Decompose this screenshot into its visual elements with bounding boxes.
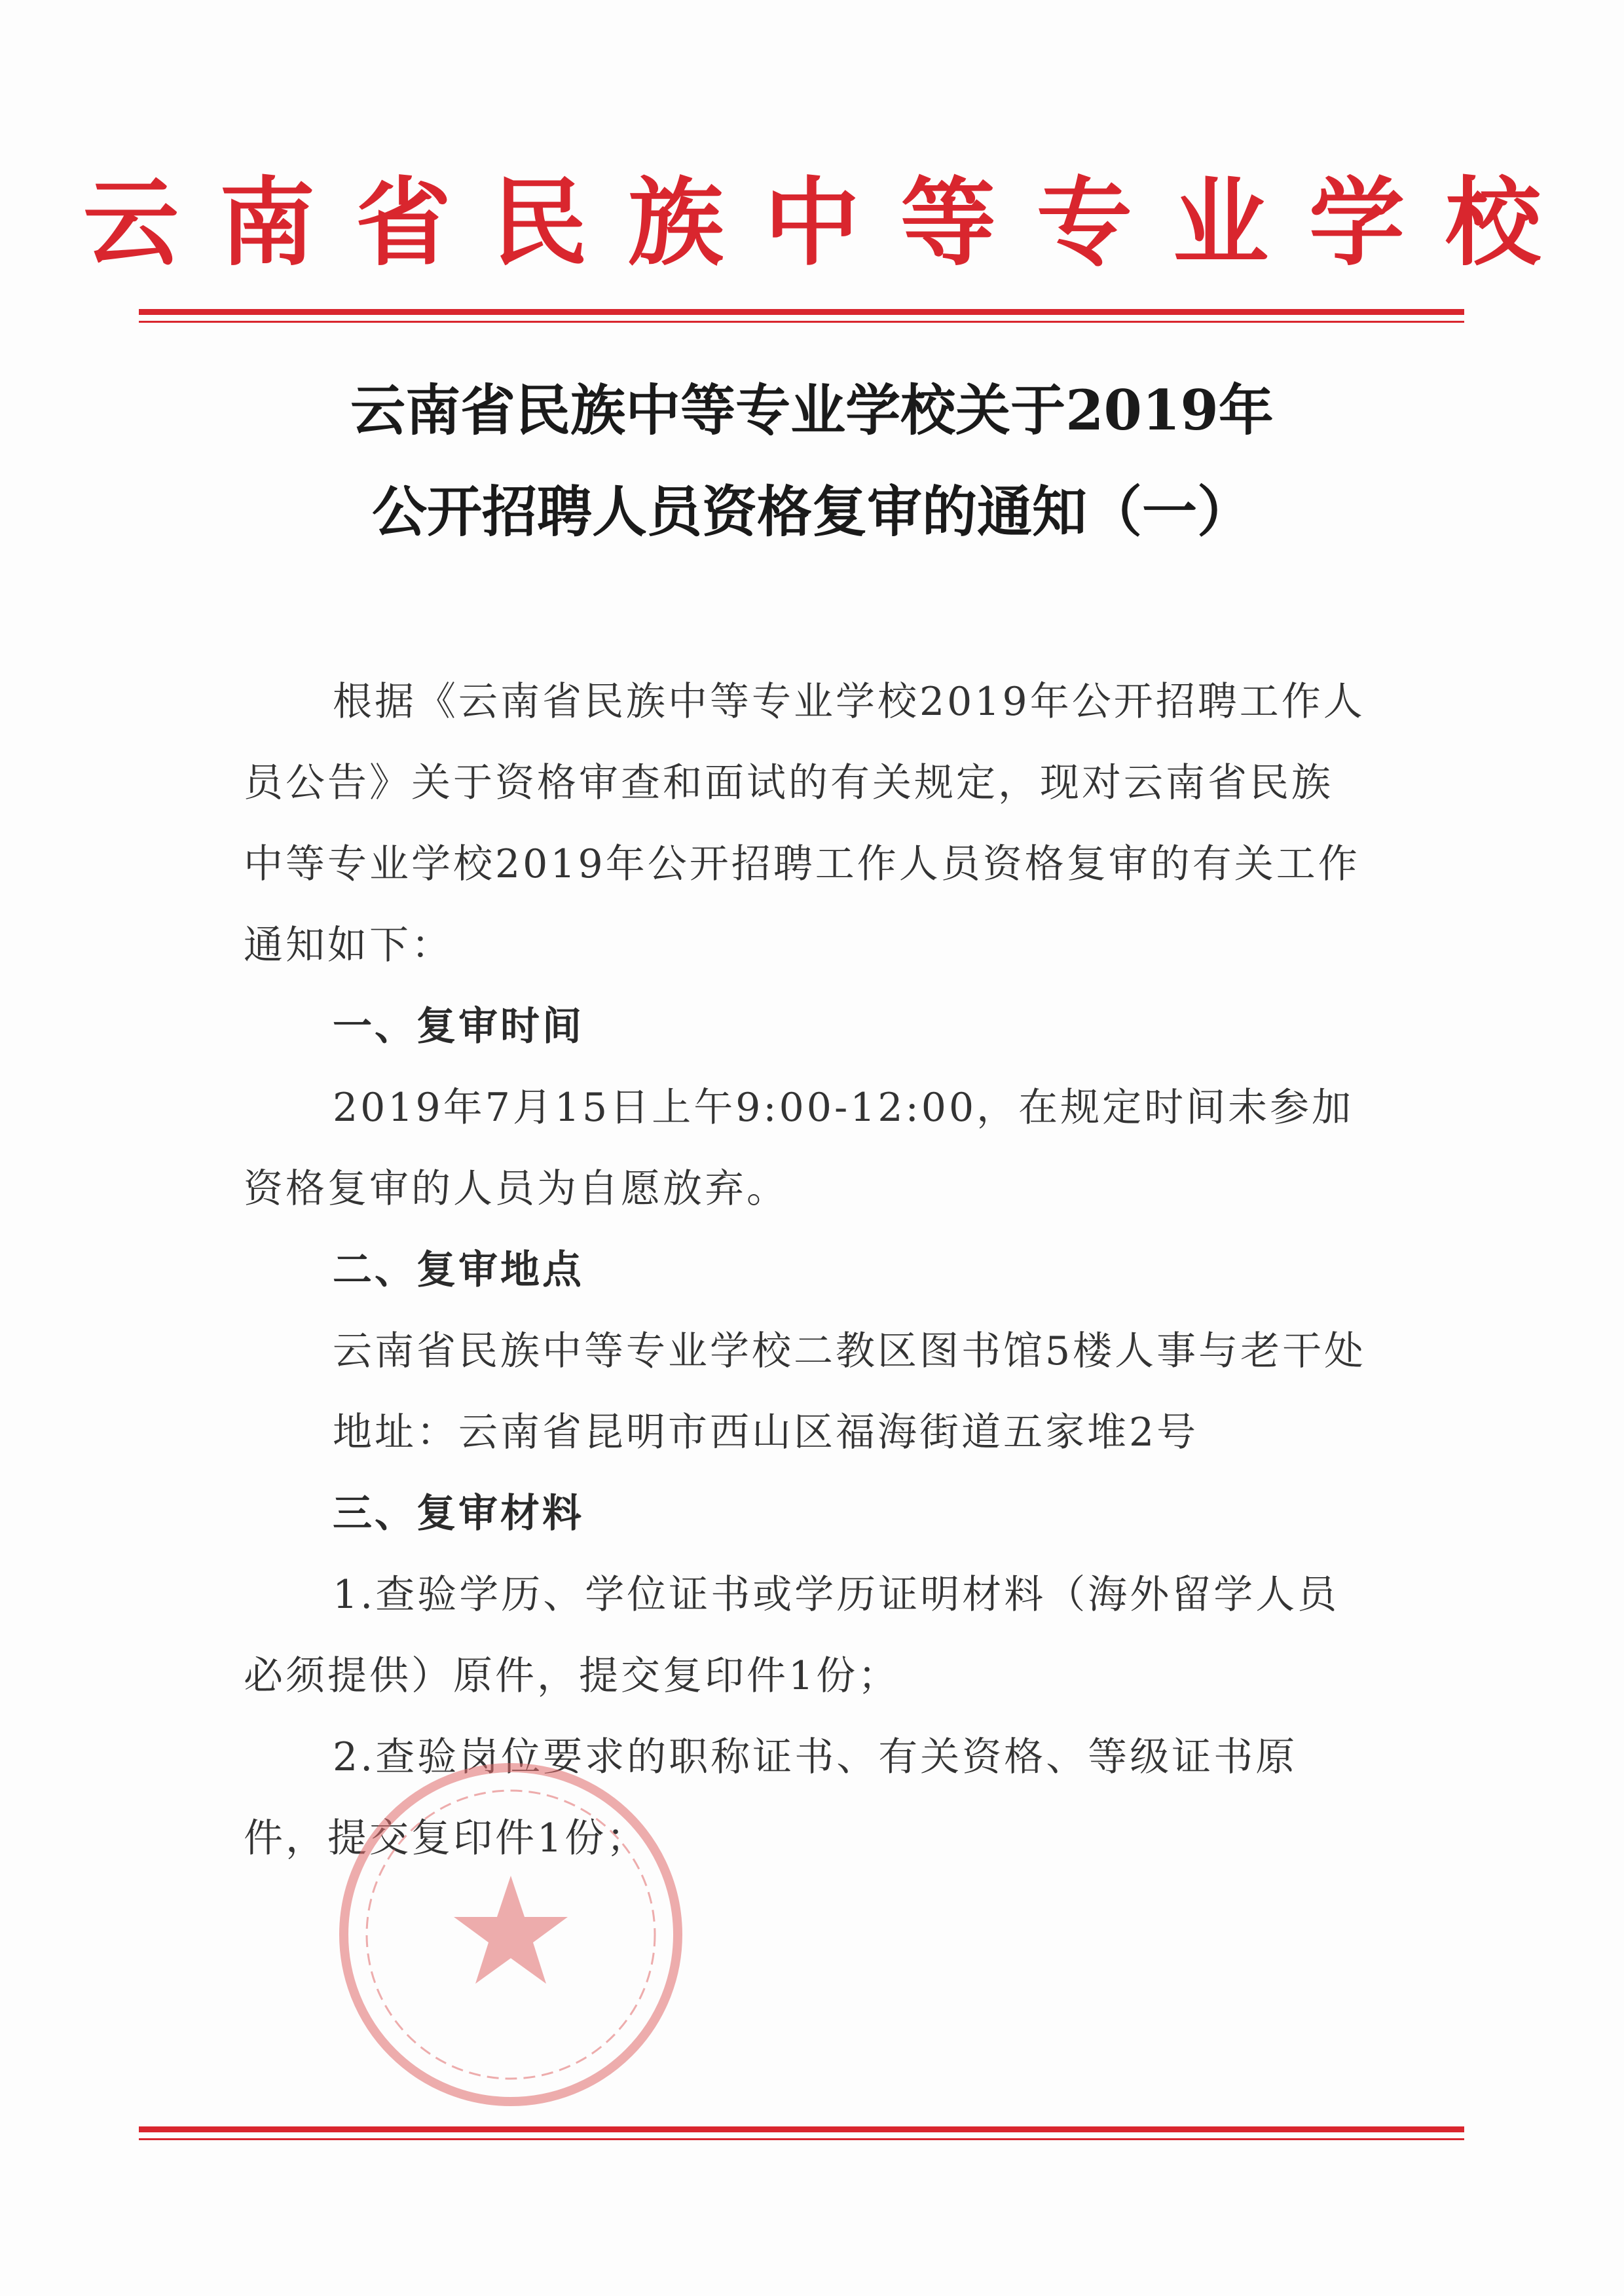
section-text-address: 地址：云南省昆明市西山区福海街道五家堆2号 [333,1410,1199,1455]
footer-rule-thin [139,2138,1464,2140]
section-heading-time: 一、复审时间 [333,1004,584,1049]
document-body [244,661,1370,1879]
materials-item-2: 2.查验岗位要求的职称证书、有关资格、等级证书原件，提交复印件1份； [244,1734,1298,1861]
letterhead-rule-thin [139,321,1464,323]
section-text-location: 云南省民族中等专业学校二教区图书馆5楼人事与老干处 [333,1328,1367,1374]
document-title-line2: 公开招聘人员资格复审的通知（一） [371,479,1252,544]
section-heading-location: 二、复审地点 [333,1247,584,1293]
red-star-seal-icon [334,1758,688,2111]
letterhead-school-name: 云南省民族中等专业学校 [83,167,1581,279]
document-title-line1: 云南省民族中等专业学校关于2019年 [350,378,1274,443]
section-text-time: 2019年7月15日上午9:00-12:00，在规定时间未参加资格复审的人员为自愿放弃。 [244,1085,1354,1212]
section-heading-materials: 三、复审材料 [333,1491,584,1537]
footer-rule-thick [139,2126,1464,2132]
materials-item-1: 1.查验学历、学位证书或学历证明材料（海外留学人员必须提供）原件，提交复印件1份； [244,1572,1340,1699]
letterhead-rule-thick [139,309,1464,315]
intro-paragraph: 根据《云南省民族中等专业学校2019年公开招聘工作人员公告》关于资格审查和面试的有关规定，现对云南省民族中等专业学校2019年公开招聘工作人员资格复审的有关工作通知如下： [244,679,1365,968]
